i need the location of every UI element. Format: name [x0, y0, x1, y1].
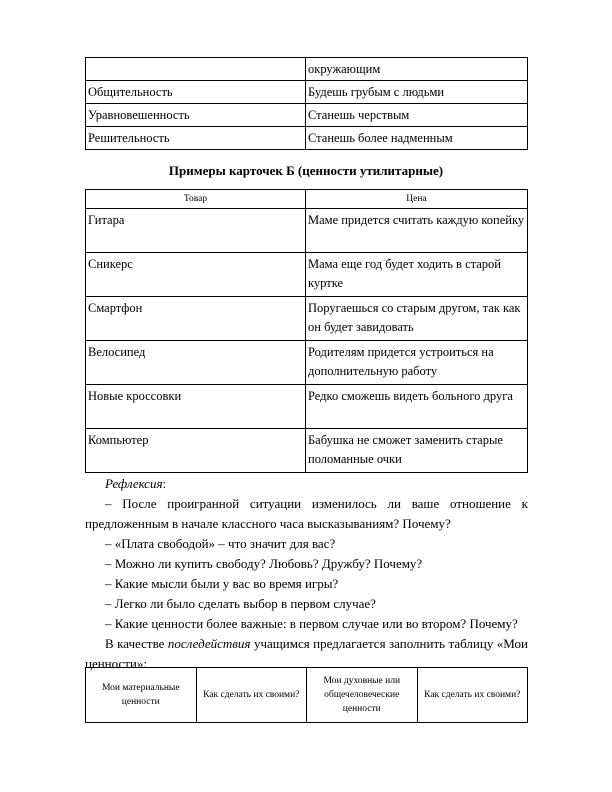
reflection-heading [85, 474, 528, 494]
reflection-section [85, 474, 528, 674]
column-header-how-to-make-own: Как сделать их своими? [417, 668, 528, 723]
product-cell: Велосипед [86, 341, 306, 385]
price-cell: Бабушка не сможет заменить старые поломанные очки [306, 429, 528, 473]
table-cell: окружающим [306, 58, 528, 81]
aftereffect-emphasis: последействия [167, 636, 251, 651]
price-cell: Родителям придется устроиться на дополнительную работу [306, 341, 528, 385]
table-row [86, 58, 528, 81]
column-header-price: Цена [306, 190, 528, 209]
aftereffect-text: В качестве [105, 636, 168, 651]
table-header-row [86, 668, 528, 723]
table-row [86, 81, 528, 104]
reflection-question: – Можно ли купить свободу? Любовь? Дружбу? Почему? [105, 556, 423, 571]
my-values-table [85, 667, 528, 723]
table-row [86, 253, 528, 297]
price-cell: Редко сможешь видеть больного друга [306, 385, 528, 429]
reflection-question: – Какие ценности более важные: в первом случае или во втором? Почему? [105, 616, 518, 631]
reflection-colon: : [162, 476, 167, 491]
table-cell: Решительность [86, 127, 306, 150]
column-header-spiritual-values: Мои духовные или общечеловеческие ценности [307, 668, 418, 723]
table-cell: Станешь черствым [306, 104, 528, 127]
table-cell: Будешь грубым с людьми [306, 81, 528, 104]
price-cell: Мама еще год будет ходить в старой куртке [306, 253, 528, 297]
table-row [86, 104, 528, 127]
product-cell: Новые кроссовки [86, 385, 306, 429]
table-cell: Уравновешенность [86, 104, 306, 127]
table-cell: Общительность [86, 81, 306, 104]
reflection-question: – «Плата свободой» – что значит для вас? [105, 536, 336, 551]
table-row [86, 385, 528, 429]
table-row [86, 209, 528, 253]
product-cell: Сникерс [86, 253, 306, 297]
price-cell: Маме придется считать каждую копейку [306, 209, 528, 253]
product-cell: Гитара [86, 209, 306, 253]
reflection-question: – Легко ли было сделать выбор в первом случае? [105, 596, 376, 611]
reflection-label: Рефлексия [105, 476, 163, 491]
personal-qualities-table [85, 57, 528, 150]
column-header-product: Товар [86, 190, 306, 209]
table-row [86, 297, 528, 341]
reflection-question: – Какие мысли были у вас во время игры? [105, 576, 339, 591]
aftereffect-text: учащимся предлагается заполнить таблицу «Мои ценности»: [85, 636, 528, 671]
product-cell: Компьютер [86, 429, 306, 473]
reflection-question: – После проигранной ситуации изменилось ли ваше отношение к предложенным в начале классного часа высказываниям? Почему? [85, 496, 528, 531]
price-cell: Поругаешься со старым другом, так как он будет завидовать [306, 297, 528, 341]
table-row [86, 127, 528, 150]
product-cell: Смартфон [86, 297, 306, 341]
table-header-row [86, 190, 528, 209]
table-cell [86, 58, 306, 81]
column-header-how-to-make-own: Как сделать их своими? [196, 668, 307, 723]
table-row [86, 341, 528, 385]
utilitarian-cards-table [85, 189, 528, 473]
section-title: Примеры карточек Б (ценности утилитарные) [168, 163, 444, 178]
table-cell: Станешь более надменным [306, 127, 528, 150]
column-header-material-values: Мои материальные ценности [86, 668, 197, 723]
table-row [86, 429, 528, 473]
